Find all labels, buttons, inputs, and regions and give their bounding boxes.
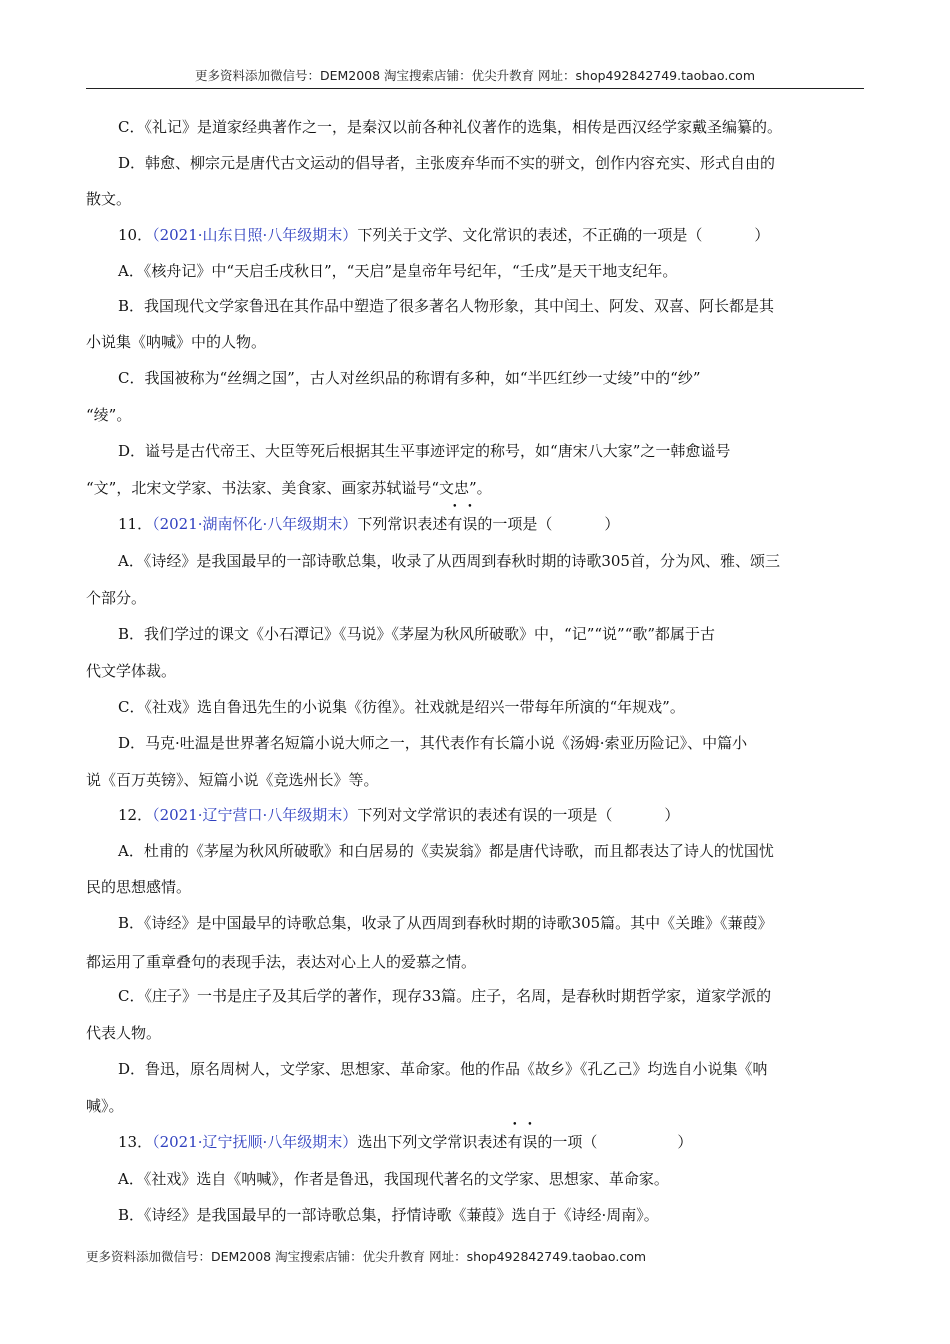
question-source: （2021·辽宁营口·八年级期末） — [152, 806, 358, 824]
question-13: 13．（2021·辽宁抚顺·八年级期末）选出下列文学常识表述有误的一项（ ） — [118, 1133, 693, 1151]
emphasis-char: 有 — [447, 515, 463, 533]
option-d-q10: D．谥号是古代帝王、大臣等死后根据其生平事迹评定的称号，如“唐宋八大家”之一韩愈谥号 — [118, 442, 731, 460]
option-d-q9: D．韩愈、柳宗元是唐代古文运动的倡导者，主张废弃华而不实的骈文，创作内容充实、形式自由的 — [118, 154, 776, 172]
option-a-q12-cont: 民的思想感情。 — [86, 878, 192, 896]
question-stem: 下列对文学常识的表述有误的一项是（ — [357, 806, 613, 824]
option-a-q10: A．《核舟记》中“天启壬戌秋日”，“天启”是皇帝年号纪年，“壬戌”是天干地支纪年。 — [118, 262, 678, 280]
option-c-q10: C．我国被称为“丝绸之国”，古人对丝织品的称谓有多种，如“半匹红纱一丈绫”中的“纱” — [118, 369, 701, 387]
option-c-q10-cont: “绫”。 — [86, 406, 132, 424]
option-a-q13: A．《社戏》选自《呐喊》，作者是鲁迅，我国现代著名的文学家、思想家、革命家。 — [118, 1170, 669, 1188]
option-c-q12-cont: 代表人物。 — [86, 1024, 162, 1042]
emphasis-char: 有 — [507, 1133, 523, 1151]
option-d-q11: D．马克·吐温是世界著名短篇小说大师之一，其代表作有长篇小说《汤姆·索亚历险记》、中篇小 — [118, 734, 748, 752]
question-source: （2021·山东日照·八年级期末） — [152, 226, 358, 244]
option-a-q11: A．《诗经》是我国最早的一部诗歌总集，收录了从西周到春秋时期的诗歌305首，分为风、雅、颂三 — [118, 552, 780, 570]
emphasis-char: 误 — [522, 1133, 538, 1151]
question-number: 10． — [118, 226, 153, 244]
emphasis-char: 误 — [462, 515, 478, 533]
question-12: 12．（2021·辽宁营口·八年级期末）下列对文学常识的表述有误的一项是（ ） — [118, 806, 680, 824]
option-d-q11-cont: 说《百万英镑》、短篇小说《竞选州长》等。 — [86, 771, 379, 789]
option-b-q13: B．《诗经》是我国最早的一部诗歌总集，抒情诗歌《蒹葭》选自于《诗经·周南》。 — [118, 1206, 659, 1224]
option-c-q11: C．《社戏》选自鲁迅先生的小说集《彷徨》。社戏就是绍兴一带每年所演的“年规戏”。 — [118, 698, 685, 716]
option-b-q12: B．《诗经》是中国最早的诗歌总集，收录了从西周到春秋时期的诗歌305篇。其中《关雎》《蒹葭》 — [118, 914, 773, 932]
option-b-q11: B．我们学过的课文《小石潭记》《马说》《茅屋为秋风所破歌》中，“记”“说”“歌”都属于古 — [118, 625, 716, 643]
option-b-q12-cont: 都运用了重章叠句的表现手法，表达对心上人的爱慕之情。 — [86, 953, 477, 971]
option-c-q9: C．《礼记》是道家经典著作之一，是秦汉以前各种礼仪著作的选集，相传是西汉经学家戴圣编纂的。 — [118, 118, 782, 136]
question-source: （2021·湖南怀化·八年级期末） — [152, 515, 358, 533]
option-a-q11-cont: 个部分。 — [86, 589, 147, 607]
page-footer: 更多资料添加微信号：DEM2008 淘宝搜索店铺：优尖升教育 网址：shop492842749.taobao.com — [86, 1249, 647, 1264]
question-number: 11． — [118, 515, 153, 533]
option-b-q11-cont: 代文学体裁。 — [86, 662, 177, 680]
question-stem: 选出下列文学常识表述 — [357, 1133, 508, 1151]
question-source: （2021·辽宁抚顺·八年级期末） — [152, 1133, 358, 1151]
page-header: 更多资料添加微信号：DEM2008 淘宝搜索店铺：优尖升教育 网址：shop492842749.taobao.com — [194, 68, 756, 83]
question-number: 13． — [118, 1133, 153, 1151]
option-a-q12: A．杜甫的《茅屋为秋风所破歌》和白居易的《卖炭翁》都是唐代诗歌，而且都表达了诗人的忧国忧 — [118, 842, 774, 860]
option-d-q12-cont: 喊》。 — [86, 1097, 124, 1115]
option-d-q12: D．鲁迅，原名周树人，文学家、思想家、革命家。他的作品《故乡》《孔乙己》均选自小说集《呐 — [118, 1060, 768, 1078]
question-10: 10．（2021·山东日照·八年级期末）下列关于文学、文化常识的表述，不正确的一项是（ ） — [118, 226, 770, 244]
question-11: 11．（2021·湖南怀化·八年级期末）下列常识表述有误的一项是（ ） — [118, 515, 620, 533]
option-d-q9-cont: 散文。 — [86, 190, 132, 208]
option-b-q10-cont: 小说集《呐喊》中的人物。 — [86, 333, 267, 351]
option-d-q10-cont: “文”，北宋文学家、书法家、美食家、画家苏轼谥号“文忠”。 — [86, 479, 492, 497]
option-c-q12: C．《庄子》一书是庄子及其后学的著作，现存33篇。庄子，名周，是春秋时期哲学家，道家学派的 — [118, 987, 772, 1005]
option-b-q10: B．我国现代文学家鲁迅在其作品中塑造了很多著名人物形象，其中闰土、阿发、双喜、阿长都是其 — [118, 297, 775, 315]
question-stem: 下列常识表述 — [357, 515, 448, 533]
header-divider — [86, 88, 864, 89]
question-stem: 下列关于文学、文化常识的表述，不正确的一项是（ — [357, 226, 703, 244]
question-number: 12． — [118, 806, 153, 824]
